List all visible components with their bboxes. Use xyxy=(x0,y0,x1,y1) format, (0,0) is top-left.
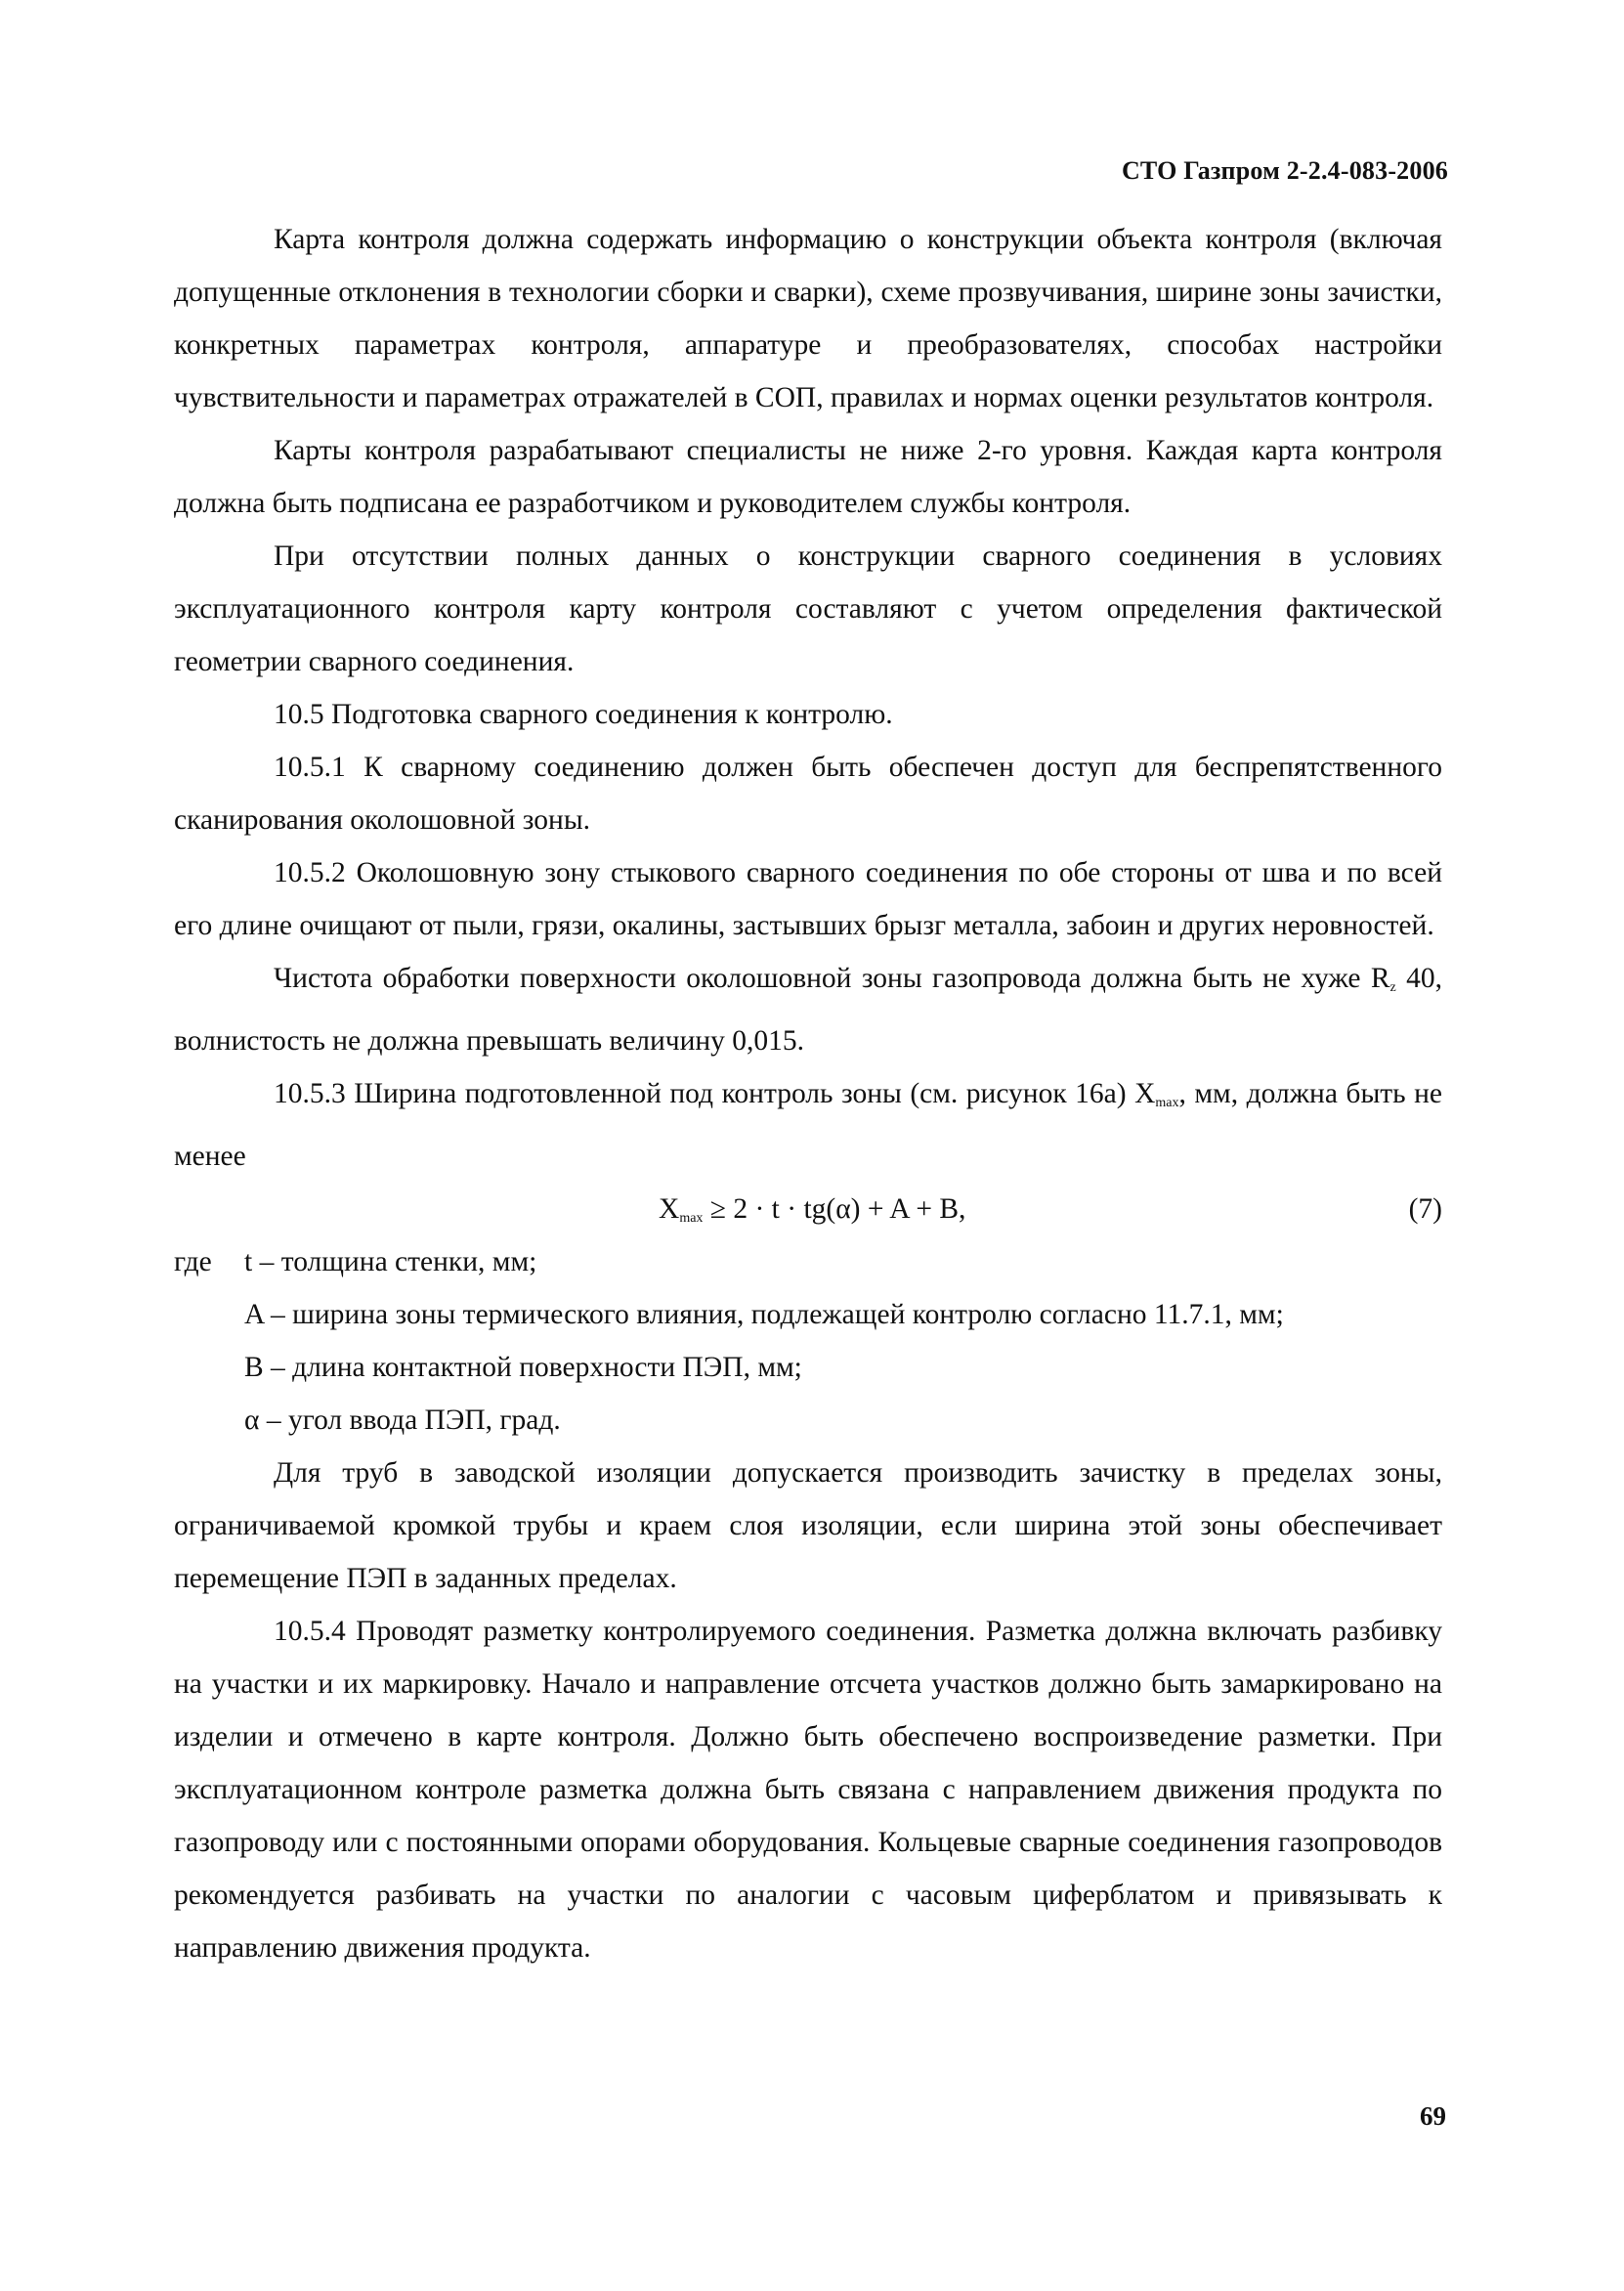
where-item: t – толщина стенки, мм; xyxy=(244,1246,537,1277)
paragraph-10-5-1: 10.5.1 К сварному соединению должен быть обеспечен доступ для беспрепятственного сканирования околошовной зоны. xyxy=(174,752,1442,836)
surface-finish-text-end: 40, волнистость не должна превышать величину 0,015. xyxy=(174,963,1442,1057)
paragraph-10-5-4: 10.5.4 Проводят разметку контролируемого соединения. Разметка должна включать разбивку на участки и их маркировку. Начало и направление отсчета участков должно быть замаркировано на изделии и отмечено в карте контроля. Должно быть обеспечено воспроизведение разметки. При эксплуатационном контроле разметка должна быть связана с направлением движения продукта по газопроводу или с постоянными опорами оборудования. Кольцевые сварные соединения газопроводов рекомендуется разбивать на участки по аналогии с часовым циферблатом и привязывать к направлению движения продукта. xyxy=(174,1616,1442,1964)
paragraph-10-5-3 xyxy=(174,1067,1442,1183)
formula-variable: X xyxy=(659,1193,680,1225)
equation-number: (7) xyxy=(1408,1193,1442,1225)
paragraph-surface-finish xyxy=(174,952,1442,1067)
paragraph-control-map-content: Карта контроля должна содержать информацию о конструкции объекта контроля (включая допущенные отклонения в технологии сборки и сварки), схеме прозвучивания, ширине зоны зачистки, конкретных параметрах контроля, аппаратуре и преобразователях, способах настройки чувствительности и параметрах отражателей в СОП, правилах и нормах оценки результатов контроля. xyxy=(174,224,1442,413)
paragraph-factory-insulation: Для труб в заводской изоляции допускается производить зачистку в пределах зоны, ограничиваемой кромкой трубы и краем слоя изоляции, если ширина этой зоны обеспечивает перемещение ПЭП в заданных пределах. xyxy=(174,1457,1442,1594)
paragraph-control-map-authors: Карты контроля разрабатывают специалисты не ниже 2-го уровня. Каждая карта контроля должна быть подписана ее разработчиком и руководителем службы контроля. xyxy=(174,435,1442,519)
where-item: A – ширина зоны термического влияния, подлежащей контролю согласно 11.7.1, мм; xyxy=(244,1299,1284,1330)
zone-width-text-start: 10.5.3 Ширина подготовленной под контроль зоны (см. рисунок 16а) X xyxy=(274,1078,1156,1109)
paragraph-10-5-2: 10.5.2 Околошовную зону стыкового сварного соединения по обе стороны от шва и по всей его длине очищают от пыли, грязи, окалины, застывших брызг металла, забоин и других неровностей. xyxy=(174,857,1442,941)
formula-line xyxy=(174,1183,1442,1235)
where-line xyxy=(174,1235,1442,1288)
paragraph-missing-data: При отсутствии полных данных о конструкции сварного соединения в условиях эксплуатационного контроля карту контроля составляют с учетом определения фактической геометрии сварного соединения. xyxy=(174,540,1442,677)
where-item: α – угол ввода ПЭП, град. xyxy=(244,1405,561,1436)
roughness-subscript: z xyxy=(1389,980,1396,995)
surface-finish-text-start: Чистота обработки поверхности околошовной зоны газопровода должна быть не хуже R xyxy=(274,963,1390,994)
document-header: СТО Газпром 2-2.4-083-2006 xyxy=(1121,156,1448,185)
xmax-subscript: max xyxy=(1155,1096,1179,1110)
section-heading-10-5: 10.5 Подготовка сварного соединения к контролю. xyxy=(274,699,893,730)
formula-body: ≥ 2 · t · tg(α) + A + B, xyxy=(703,1193,966,1225)
body-text xyxy=(174,213,1442,1974)
zone-width-text-end: , мм, должна быть не менее xyxy=(174,1078,1442,1172)
where-word: где xyxy=(174,1246,212,1277)
page-number: 69 xyxy=(1420,2101,1446,2131)
formula-variable-subscript: max xyxy=(679,1211,704,1226)
where-item: B – длина контактной поверхности ПЭП, мм; xyxy=(244,1352,802,1383)
